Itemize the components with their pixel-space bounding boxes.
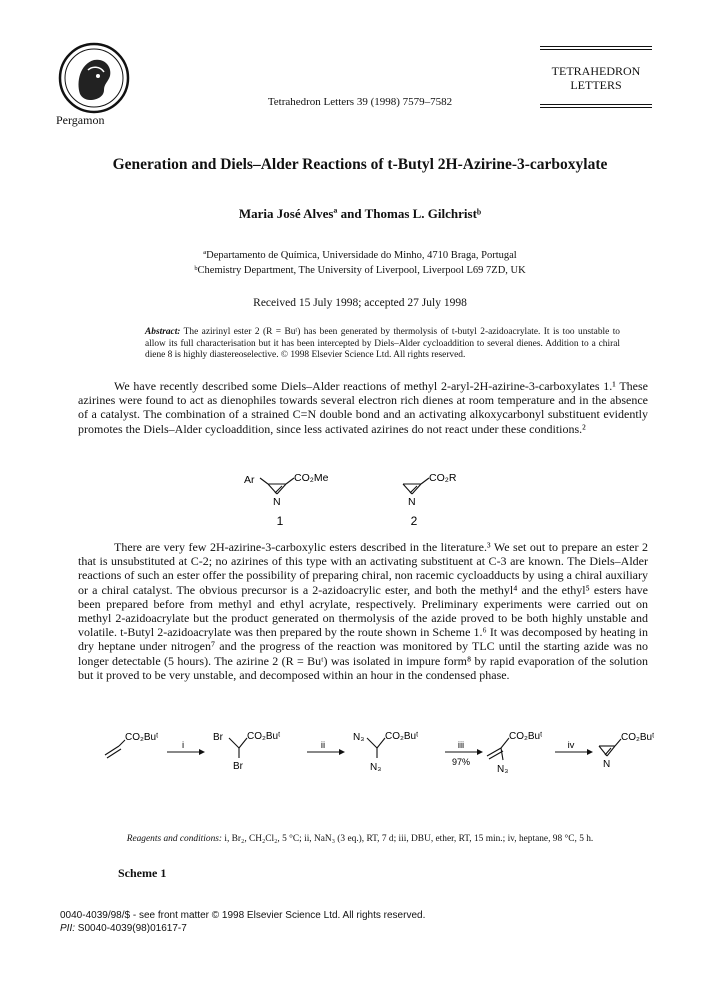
pii-label: PII:	[60, 923, 76, 934]
abstract-text: The azirinyl ester 2 (R = Buᵗ) has been generated by thermolysis of t-butyl 2-azidoacrylate. It is too unstable to allow its full characterisation but it has been intercepted by Diels–Alder cycloaddition to several dienes. Addition to a chiral diene 8 is highly diastereoselective. © 1998 Elsevier Science Ltd. All rights reserved.	[145, 327, 620, 360]
s5-n-label: N	[603, 759, 611, 770]
journal-name	[540, 64, 652, 92]
s4-bond-vinyl-double	[489, 751, 503, 759]
s3-bond-1	[367, 738, 377, 748]
s3-ester-label: CO₂Buᵗ	[385, 731, 419, 742]
step-iii-yield: 97%	[451, 757, 471, 767]
s2-br-top-label: Br	[213, 732, 223, 743]
article-authors: Maria José Alvesª and Thomas L. Gilchristᵇ	[238, 206, 482, 221]
cmpd2-number: 2	[410, 514, 418, 528]
scheme-reagents	[0, 834, 720, 844]
abstract-label: Abstract:	[145, 327, 181, 337]
scheme-1-diagram	[95, 722, 655, 782]
cmpd2-bond-ester	[421, 478, 429, 484]
s2-bond-2	[239, 738, 247, 748]
step-i-label: i	[181, 740, 185, 751]
journal-name-line2: LETTERS	[570, 78, 622, 92]
cmpd1-bond-ar	[260, 478, 268, 484]
cmpd1-ar-label: Ar	[244, 474, 255, 486]
s1-bond-vinyl-double	[107, 749, 121, 758]
s5-ester-label: CO₂Buᵗ	[621, 732, 655, 743]
publisher-name: Pergamon	[56, 113, 105, 127]
cmpd2-n-label: N	[408, 496, 416, 508]
reagents-label: Reagents and conditions:	[126, 834, 223, 844]
structure-diagram	[200, 462, 520, 532]
affiliation-b: ᵇChemistry Department, The University of Liverpool, Liverpool L69 7ZD, UK	[194, 265, 526, 276]
journal-reference: Tetrahedron Letters 39 (1998) 7579–7582	[267, 96, 453, 108]
paragraph-1: We have recently described some Diels–Alder reactions of methyl 2-aryl-2H-azirine-3-carboxylates 1.¹ These azirines were found to act as dienophiles towards several electron rich dienes at room temperature and in the absence of a catalyst. The combination of a strained C=N double bond and an activating alkoxycarbonyl substituent evidently promotes the Diels–Alder cycloaddition, since less activated azirines do not react under these conditions.²	[78, 379, 648, 436]
s2-ester-label: CO₂Buᵗ	[247, 731, 281, 742]
s2-bond-1	[229, 738, 239, 748]
s4-bond-ester	[501, 738, 509, 748]
s2-br-bottom-label: Br	[233, 761, 243, 772]
arrow-ii-head	[339, 749, 345, 755]
s1-bond-vinyl	[105, 746, 119, 755]
rule-bottom-2	[540, 107, 652, 108]
cmpd2-ester-label: CO₂R	[429, 472, 457, 484]
footer	[60, 909, 425, 935]
abstract	[145, 327, 620, 362]
journal-name-line1: TETRAHEDRON	[551, 64, 641, 78]
affiliation-a: ªDepartamento de Química, Universidade do Minho, 4710 Braga, Portugal	[203, 250, 517, 261]
journal-name-box	[540, 46, 652, 110]
s3-n3-bottom-label: N₃	[370, 762, 382, 773]
rule-top-2	[540, 49, 652, 50]
s3-bond-2	[377, 738, 385, 748]
step-ii-label: ii	[320, 740, 326, 751]
s4-bond-vinyl	[487, 748, 501, 756]
arrow-iv-head	[587, 749, 593, 755]
pii-value: S0040-4039(98)01617-7	[75, 923, 187, 934]
s3-n3-top-label: N₃	[353, 732, 365, 743]
step-iv-label: iv	[567, 740, 575, 751]
cmpd1-number: 1	[276, 514, 284, 528]
s1-ester-label: CO₂Buᵗ	[125, 732, 159, 743]
arrow-i-head	[199, 749, 205, 755]
paragraph-2: There are very few 2H-azirine-3-carboxylic esters described in the literature.³ We set out to prepare an ester 2 that is unsubstituted at C-2; no azirines of this type with an activating substituent at C-3 are known. The Diels–Alder reactions of such an ester offer the possibility of preparing chiral, non racemic cycloadducts by using a chiral auxiliary or a chiral catalyst. The obvious precursor is a 2-azidoacrylic ester, and both the methyl⁴ and the ethyl⁵ esters have been prepared before from methyl and ethyl acrylate, respectively. Preliminary experiments were carried out on methyl 2-azidoacrylate but the product generated on thermolysis of the azide proved to be both highly unstable and volatile. t-Butyl 2-azidoacrylate was then prepared by the route shown in Scheme 1.⁶ It was decomposed by heating in dry heptane under nitrogen⁷ and the progress of the reaction was monitored by TLC until the starting azide was no longer detectable (5 hours). The azirine 2 (R = Buᵗ) was isolated in impure form⁸ by rapid evaporation of the solution but it proved to be very unstable, and decomposed within an hour in the condensed phase.	[78, 540, 648, 682]
copyright-line: 0040-4039/98/$ - see front matter © 1998 Elsevier Science Ltd. All rights reserved.	[60, 910, 426, 921]
s4-ester-label: CO₂Buᵗ	[509, 731, 543, 742]
rule-top	[540, 46, 652, 47]
step-iii-label: iii	[457, 740, 465, 751]
scheme-title: Scheme 1	[118, 866, 167, 880]
cmpd1-ester-label: CO₂Me	[294, 472, 329, 484]
pii-line	[60, 922, 425, 935]
cmpd1-bond-ester	[286, 478, 294, 484]
received-dates: Received 15 July 1998; accepted 27 July 1998	[253, 297, 467, 309]
s4-bond-azide	[501, 748, 503, 760]
reagents-text: i, Br₂, CH₂Cl₂, 5 °C; ii, NaN₃ (3 eq.), RT, 7 d; iii, DBU, ether, RT, 15 min.; iv, heptane, 98 °C, 5 h.	[222, 834, 594, 844]
article-title: Generation and Diels–Alder Reactions of t-Butyl 2H-Azirine-3-carboxylate	[112, 156, 608, 173]
s4-n3-label: N₃	[497, 764, 509, 775]
cmpd1-n-label: N	[273, 496, 281, 508]
arrow-iii-head	[477, 749, 483, 755]
rule-bottom	[540, 104, 652, 105]
